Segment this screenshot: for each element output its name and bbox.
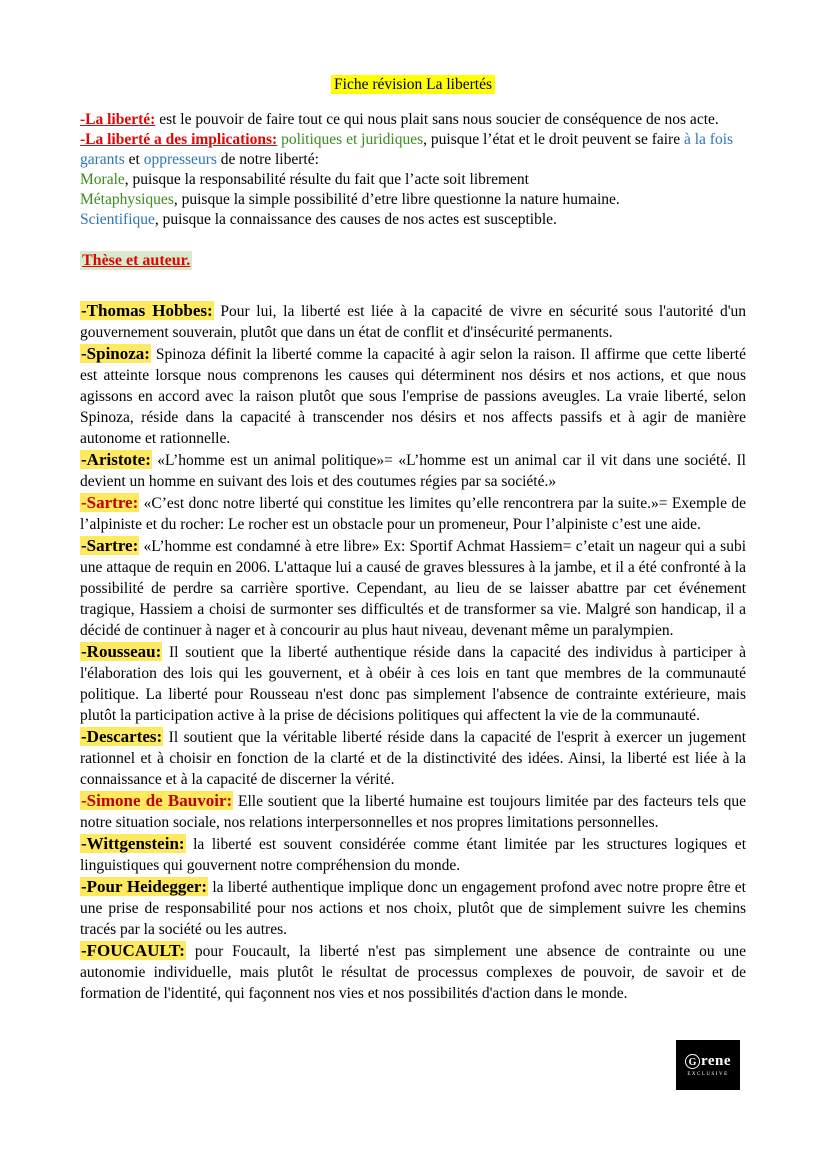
intro-paragraph [80, 210, 746, 230]
section-heading-row [80, 252, 746, 270]
text-segment: -La liberté a des implications: [80, 131, 278, 148]
author-name: -Simone de Bauvoir: [81, 791, 233, 810]
author-text: Elle soutient que la liberté humaine est toujours limitée par des facteurs tels que notre situation sociale, nos relations interpersonnelles et nos propres limitations personnelles. [80, 793, 746, 831]
text-segment: oppresseurs [143, 151, 217, 168]
intro-paragraph [80, 170, 746, 190]
watermark-logo [676, 1040, 740, 1090]
author-entry [80, 343, 746, 449]
page-title: Fiche révision La libertés [331, 75, 495, 94]
intro-section [80, 110, 746, 230]
section-heading: Thèse et auteur. [82, 252, 191, 269]
author-text: «C’est donc notre liberté qui constitue les limites qu’elle rencontrera par la suite.»= Exemple de l’alpiniste et du rocher: Le rocher est un obstacle pour un promeneur, Pour l’alpiniste c’est une aide. [80, 495, 746, 533]
author-name: -FOUCAULT: [81, 941, 185, 960]
author-entry [80, 726, 746, 790]
author-text: «L’homme est un animal politique»= «L’homme est un animal car il vit dans une société. Il devient un homme en suivant des lois et des coutumes régies par sa société.» [80, 452, 746, 490]
text-segment: , puisque l’état et le droit peuvent se faire [423, 131, 684, 148]
author-text: Il soutient que la véritable liberté réside dans la capacité de l'esprit à exercer un jugement rationnel et à choisir en fonction de la clarté et de la distinctivité des idées. Ainsi, la liberté est liée à la connaissance et à la capacité de discerner la vérité. [80, 729, 746, 788]
author-name: -Rousseau: [81, 642, 162, 661]
author-entry [80, 940, 746, 1004]
author-name: -Pour Heidegger: [81, 877, 208, 896]
author-entry [80, 449, 746, 492]
text-segment: est le pouvoir de faire tout ce qui nous plait sans nous soucier de conséquence de nos acte. [155, 111, 719, 128]
author-entry [80, 833, 746, 876]
author-name: -Descartes: [81, 727, 163, 746]
intro-paragraph [80, 130, 746, 170]
author-name: -Sartre: [81, 493, 139, 512]
text-segment: politiques et juridiques [281, 131, 424, 148]
author-name: -Wittgenstein: [81, 834, 185, 853]
text-segment: Scientifique [80, 211, 155, 228]
authors-section [80, 300, 746, 1004]
logo-tagline: EXCLUSIVE [687, 1072, 729, 1077]
text-segment: à la fois garants [80, 131, 734, 168]
author-text: la liberté authentique implique donc un engagement profond avec notre propre être et une prise de responsabilité pour nos actions et nos choix, plutôt que de simplement suivre les chemins tracés par la société ou les autres. [80, 879, 746, 938]
text-segment: , puisque la responsabilité résulte du fait que l’acte soit librement [124, 171, 529, 188]
author-name: -Sartre: [81, 536, 139, 555]
author-text: Spinoza définit la liberté comme la capacité à agir selon la raison. Il affirme que cette liberté est atteinte lorsque nous comprenons les causes qui déterminent nos désirs et nos actions, et que nous agissons en accord avec la raison plutôt que sous l'emprise de passions aveugles. La vraie liberté, selon Spinoza, réside dans la capacité à transcender nos désirs et nos affects passifs et à agir de manière autonome et rationnelle. [80, 346, 746, 447]
logo-name: rene [700, 1053, 732, 1069]
author-text: la liberté est souvent considérée comme étant limitée par les structures logiques et linguistiques qui gouvernent notre compréhension du monde. [80, 836, 746, 874]
author-text: Pour lui, la liberté est liée à la capacité de vivre en sécurité sous l'autorité d'un gouvernement souverain, plutôt que dans un état de conflit et d'insécurité permanents. [80, 303, 746, 341]
logo-mark-icon: G [685, 1054, 700, 1069]
author-name: -Spinoza: [81, 344, 150, 363]
intro-paragraph [80, 110, 746, 130]
author-entry [80, 300, 746, 343]
text-segment: et [124, 151, 144, 168]
author-entry [80, 492, 746, 535]
author-entry [80, 641, 746, 726]
author-text: «L’homme est condamné à etre libre» Ex: Sportif Achmat Hassiem= c’etait un nageur qui a subi une attaque de requin en 2006. L'attaque lui a causé de graves blessures à la jambe, et il a été confronté à la possibilité de perdre sa carrière sportive. Cependant, au lieu de se laisser abattre par cet événement tragique, Hassiem a choisi de surmonter ses difficultés et de transformer sa vie. Malgré son handicap, il a décidé de continuer à nager et à concourir au plus haut niveau, devenant même un paralympien. [80, 538, 746, 639]
logo-row [685, 1053, 731, 1070]
text-segment: , puisque la simple possibilité d’etre libre questionne la nature humaine. [173, 191, 620, 208]
intro-paragraph [80, 190, 746, 210]
text-segment: Métaphysiques [80, 191, 174, 208]
text-segment: -La liberté: [80, 111, 156, 128]
author-entry [80, 535, 746, 641]
author-name: -Aristote: [81, 450, 151, 469]
author-text: Il soutient que la liberté authentique réside dans la capacité des individus à participer à l'élaboration des lois qui les gouvernent, et à obéir à ces lois en tant que membres de la communauté politique. La liberté pour Rousseau n'est donc pas simplement l'absence de contrainte extérieure, mais plutôt la participation active à la prise de décisions politiques qui affectent la vie de la communauté. [80, 644, 746, 724]
author-name: -Thomas Hobbes: [81, 301, 213, 320]
text-segment: , puisque la connaissance des causes de nos actes est susceptible. [154, 211, 557, 228]
author-entry [80, 876, 746, 940]
text-segment: Morale [80, 171, 125, 188]
author-text: pour Foucault, la liberté n'est pas simplement une absence de contrainte ou une autonomie individuelle, mais plutôt le résultat de processus complexes de pouvoir, de savoir et de formation de l'identité, qui façonnent nos vies et nos possibilités d'action dans le monde. [80, 943, 746, 1002]
author-entry [80, 790, 746, 833]
title-row [80, 76, 746, 94]
text-segment: de notre liberté: [216, 151, 319, 168]
